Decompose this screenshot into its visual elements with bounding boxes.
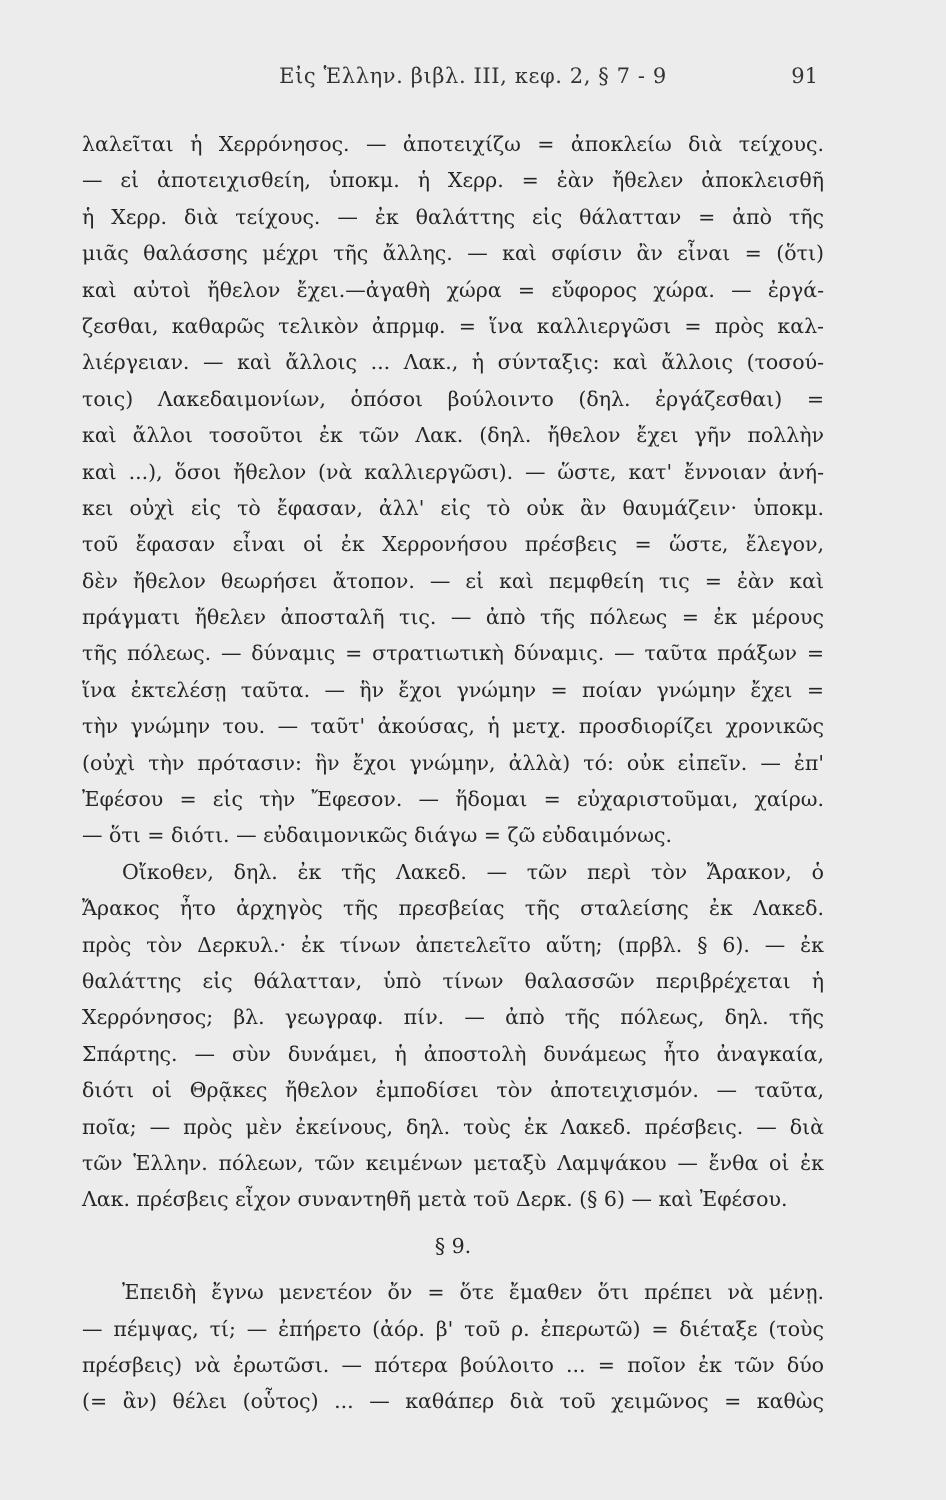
section-heading: § 9. bbox=[434, 1233, 472, 1258]
text-line: τοῦ ἔφασαν εἶναι οἱ ἐκ Χερρονήσου πρέσβεις = ὥστε, ἔλεγον, bbox=[82, 532, 824, 557]
text-line: Οἴκοθεν, δηλ. ἐκ τῆς Λακεδ. — τῶν περὶ τὸν Ἄρακον, ὁ bbox=[122, 859, 824, 884]
text-line: ποῖα; — πρὸς μὲν ἐκείνους, δηλ. τοὺς ἐκ Λακεδ. πρέσβεις. — διὰ bbox=[82, 1114, 824, 1139]
text-line: θαλάττης εἰς θάλατταν, ὑπὸ τίνων θαλασσῶν περιβρέχεται ἡ bbox=[82, 968, 824, 993]
text-line: πρέσβεις) νὰ ἐρωτῶσι. — πότερα βούλοιτο ... = ποῖον ἐκ τῶν δύο bbox=[82, 1352, 824, 1377]
text-line: δὲν ἤθελον θεωρήσει ἄτοπον. — εἰ καὶ πεμφθείη τις = ἐὰν καὶ bbox=[82, 568, 824, 593]
text-line: μιᾶς θαλάσσης μέχρι τῆς ἄλλης. — καὶ σφίσιν ἂν εἶναι = (ὅτι) bbox=[82, 241, 824, 266]
text-line: πρὸς τὸν Δερκυλ.· ἐκ τίνων ἀπετελεῖτο αὕτη; (πρβλ. § 6). — ἐκ bbox=[82, 932, 824, 957]
text-line: — ὅτι = διότι. — εὐδαιμονικῶς διάγω = ζῶ εὐδαιμόνως. bbox=[82, 823, 672, 848]
text-line: τὴν γνώμην του. — ταῦτ' ἀκούσας, ἡ μετχ. προσδιορίζει χρονικῶς bbox=[82, 714, 824, 739]
text-line: Σπάρτης. — σὺν δυνάμει, ἡ ἀποστολὴ δυνάμεως ἦτο ἀναγκαία, bbox=[82, 1041, 824, 1066]
page-number: 91 bbox=[791, 64, 818, 88]
text-line: Ἐπειδὴ ἔγνω μενετέον ὄν = ὅτε ἔμαθεν ὅτι πρέπει νὰ μένῃ. bbox=[122, 1280, 824, 1305]
text-line: (= ἂν) θέλει (οὗτος) ... — καθάπερ διὰ τοῦ χειμῶνος = καθὼς bbox=[82, 1389, 824, 1414]
text-line: κει οὐχὶ εἰς τὸ ἔφασαν, ἀλλ' εἰς τὸ οὐκ ἂν θαυμάζειν· ὑποκμ. bbox=[82, 495, 824, 520]
text-line: Λακ. πρέσβεις εἶχον συναντηθῆ μετὰ τοῦ Δερκ. (§ 6) — καὶ Ἐφέσου. bbox=[82, 1187, 788, 1212]
text-line: τοις) Λακεδαιμονίων, ὁπόσοι βούλοιντο (δηλ. ἐργάζεσθαι) = bbox=[82, 386, 824, 411]
text-line: ἡ Χερρ. διὰ τείχους. — ἐκ θαλάττης εἰς θάλατταν = ἀπὸ τῆς bbox=[82, 204, 824, 229]
text-line: Ἐφέσου = εἰς τὴν Ἔφεσον. — ἥδομαι = εὐχαριστοῦμαι, χαίρω. bbox=[82, 787, 824, 812]
text-line: Ἄρακος ἦτο ἀρχηγὸς τῆς πρεσβείας τῆς σταλείσης ἐκ Λακεδ. bbox=[82, 896, 824, 921]
text-line: τῆς πόλεως. — δύναμις = στρατιωτικὴ δύναμις. — ταῦτα πράξων = bbox=[82, 641, 824, 666]
text-line: καὶ ἄλλοι τοσοῦτοι ἐκ τῶν Λακ. (δηλ. ἤθελον ἔχει γῆν πολλὴν bbox=[82, 423, 824, 448]
text-line: τῶν Ἑλλην. πόλεων, τῶν κειμένων μεταξὺ Λαμψάκου — ἔνθα οἱ ἐκ bbox=[82, 1150, 824, 1175]
text-line: πράγματι ἤθελεν ἀποσταλῆ τις. — ἀπὸ τῆς πόλεως = ἐκ μέρους bbox=[82, 605, 824, 630]
text-line: — εἰ ἀποτειχισθείη, ὑποκμ. ἡ Χερρ. = ἐὰν ἤθελεν ἀποκλεισθῆ bbox=[82, 168, 824, 193]
text-line: (οὐχὶ τὴν πρότασιν: ἣν ἔχοι γνώμην, ἀλλὰ) τό: οὐκ εἰπεῖν. — ἐπ' bbox=[82, 750, 824, 775]
text-line: λιέργειαν. — καὶ ἄλλοις ... Λακ., ἡ σύνταξις: καὶ ἄλλοις (τοσού- bbox=[82, 350, 824, 375]
running-title: Εἰς Ἑλλην. βιβλ. ΙΙΙ, κεφ. 2, § 7 - 9 bbox=[279, 64, 667, 88]
text-line: διότι οἱ Θρᾷκες ἤθελον ἐμποδίσει τὸν ἀποτειχισμόν. — ταῦτα, bbox=[82, 1078, 824, 1103]
text-line: — πέμψας, τί; — ἐπήρετο (ἀόρ. β' τοῦ ρ. ἐπερωτῶ) = διέταξε (τοὺς bbox=[82, 1316, 824, 1341]
text-line: καὶ ...), ὅσοι ἤθελον (νὰ καλλιεργῶσι). — ὥστε, κατ' ἔννοιαν ἀνή- bbox=[82, 459, 824, 484]
text-line: ἵνα ἐκτελέσῃ ταῦτα. — ἣν ἔχοι γνώμην = ποίαν γνώμην ἔχει = bbox=[82, 677, 824, 702]
running-header bbox=[0, 62, 946, 98]
text-line: ζεσθαι, καθαρῶς τελικὸν ἀπρμφ. = ἵνα καλλιεργῶσι = πρὸς καλ- bbox=[82, 313, 824, 338]
text-line: λαλεῖται ἡ Χερρόνησος. — ἀποτειχίζω = ἀποκλείω διὰ τείχους. bbox=[82, 132, 824, 156]
text-line: Χερρόνησος; βλ. γεωγραφ. πίν. — ἀπὸ τῆς πόλεως, δηλ. τῆς bbox=[82, 1005, 824, 1030]
commentary-text bbox=[82, 126, 824, 1420]
text-line: καὶ αὐτοὶ ἤθελον ἔχει.—ἀγαθὴ χώρα = εὔφορος χώρα. — ἐργά- bbox=[82, 277, 824, 302]
